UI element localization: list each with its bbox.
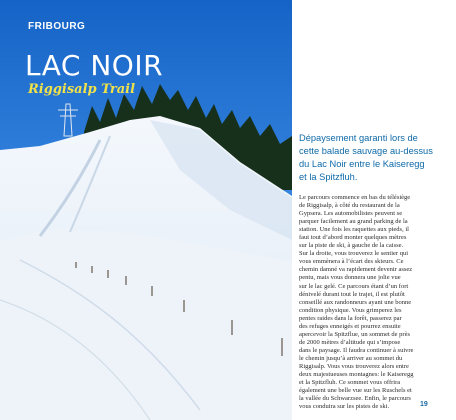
body-line: chemin damné va rapidement devenir assez [299,266,413,274]
body-line: Riggisalp. Vous vous trouverez alors entre [299,362,409,370]
body-text [299,194,449,411]
lead-line: Dépaysement garanti lors de [299,133,418,143]
lead-paragraph [299,132,449,184]
body-line: sur le lac gelé. Ce parcours étant d’un fort [299,282,409,290]
body-line: des refuges enneigés et pourrez ensuite [299,322,401,330]
body-line: la vallée du Schwarzsee. Enfin, le parcours [299,395,411,403]
lead-line: du Lac Noir entre le Kaiseregg [299,159,425,169]
body-line: apercevoir la Spitzfluе, un sommet de près [299,330,411,338]
body-line: vous conduira sur les pistes de ski. [299,403,390,411]
body-line: deux majestueuses montagnes: le Kaiseregg [299,371,414,379]
body-line: station. Une fois les raquettes aux pieds, il [299,226,409,234]
page-title: LAC NOIR [25,49,164,82]
body-line: Sur la droite, vous trouverez le sentier qui [299,250,409,258]
body-line: de Riggisalp, à côté du restaurant de la [299,202,400,210]
page-subtitle: Riggisalp Trail [28,82,136,97]
body-line: dans le paysage. Il faudra continuer à suivre [299,346,414,354]
body-line: de 2000 mètres d’altitude qui s’impose [299,338,401,346]
lead-line: cette balade sauvage au-dessus [299,146,433,156]
body-line: parquer facilement au grand parking de la [299,218,408,226]
body-line: vous emmènera à l’écart des skieurs. Ce [299,258,404,266]
body-line: faut tout d’abord monter quelques mètres [299,234,407,242]
body-line: condition physique. Vous grimperez les [299,306,402,314]
body-line: sur la piste de ski, à gauche de la caisse. [299,242,404,250]
region-label: FRIBOURG [28,21,86,32]
lead-line: et la Spitzfluh. [299,172,358,182]
body-line: Le parcours commence en bas du télésiège [299,194,411,201]
body-line: conseillé aux randonneurs ayant une bonne [299,298,412,306]
body-line: pentes raides dans la forêt, passerez par [299,314,402,322]
body-line: dénivelé durant tout le trajet, il est plutôt [299,290,405,298]
body-line: pentu, mais vous donnera une jolie vue [299,274,401,282]
body-line: également une belle vue sur les Ruschels et [299,387,412,395]
body-line: le chemin jusqu’à arriver au sommet du [299,354,403,362]
body-line: Gypsera. Les automobilistes peuvent se [299,210,403,218]
body-line: et la Spitzfluh. Ce sommet vous offrira [299,379,401,387]
page-number: 19 [420,401,428,408]
